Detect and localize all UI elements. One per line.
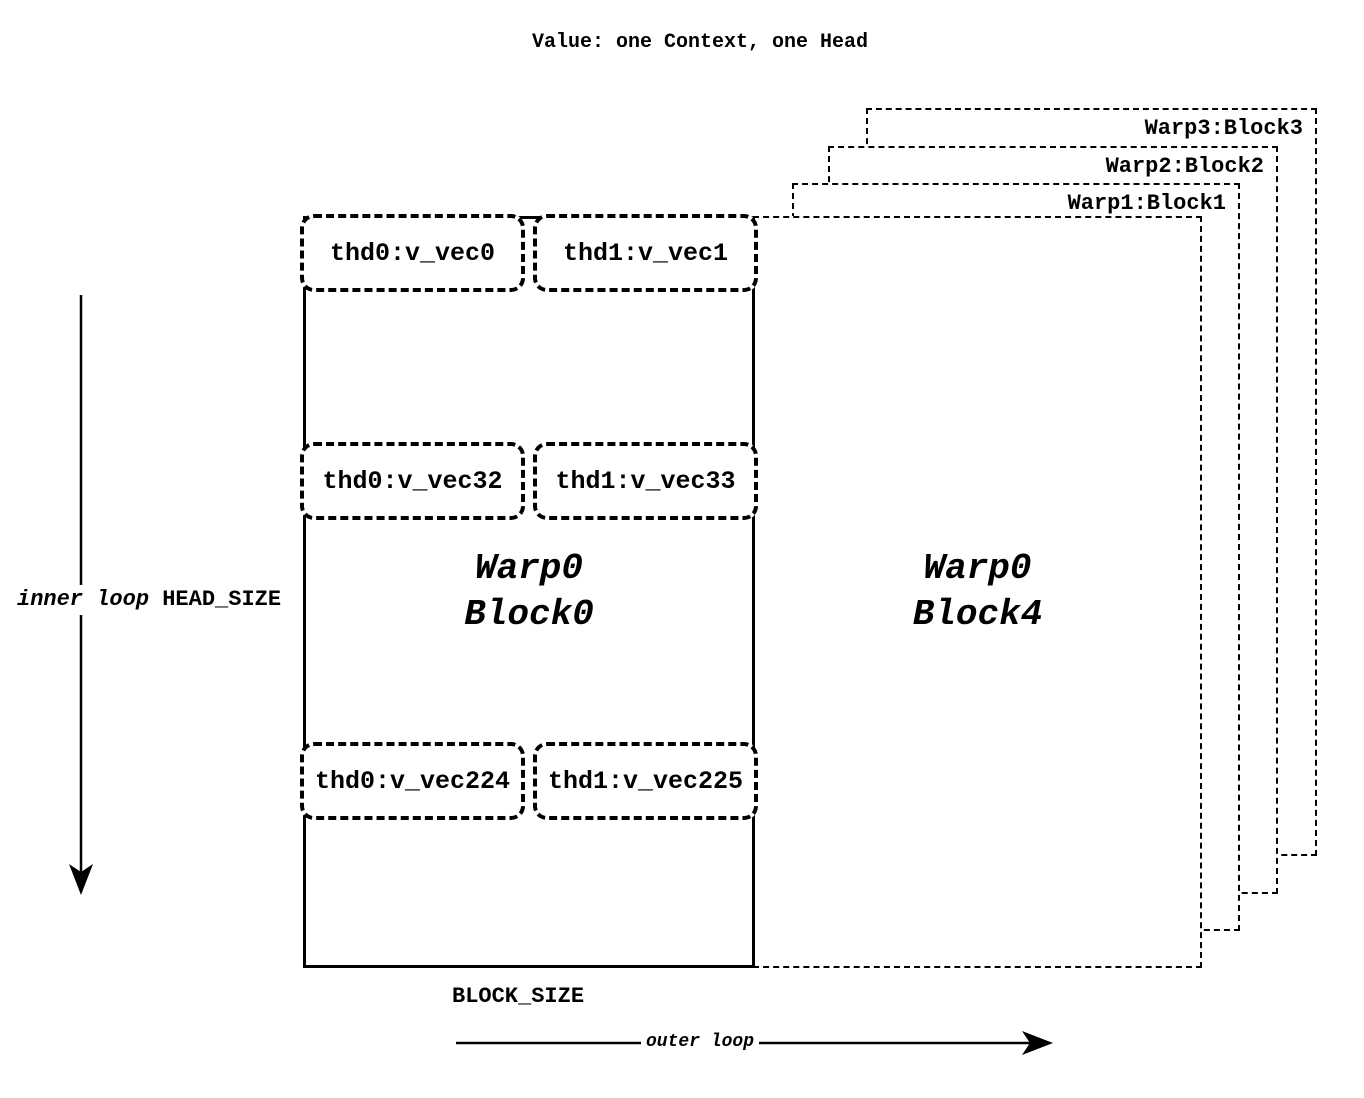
warp0-block0-label-line2: Block0 [464,594,594,635]
warp0-block0-box [303,216,755,968]
vector-row-0 [300,214,758,292]
warp2-block2-label: Warp2:Block2 [1105,154,1264,179]
cell-thd0-v-vec0: thd0:v_vec0 [300,214,525,292]
warp0-block0-label-line1: Warp0 [474,548,584,589]
vector-row-1 [300,442,758,520]
warp0-block4-label [913,546,1043,638]
warp0-block4-label-line1: Warp0 [923,548,1032,589]
cell-thd1-v-vec1: thd1:v_vec1 [533,214,758,292]
cell-thd0-v-vec224: thd0:v_vec224 [300,742,525,820]
block-size-label: BLOCK_SIZE [452,984,585,1009]
inner-loop-head-size-label [17,585,285,615]
warp0-block4-label-line2: Block4 [912,594,1043,635]
vector-row-2 [300,742,758,820]
outer-loop-label: outer loop [641,1031,759,1053]
outer-loop-arrowhead-icon [1022,1031,1053,1055]
inner-loop-arrowhead-icon [69,864,93,895]
warp1-block1-label: Warp1:Block1 [1067,191,1226,216]
cell-thd0-v-vec32: thd0:v_vec32 [300,442,525,520]
diagram-title: Value: one Context, one Head [531,31,869,54]
warp0-block0-label [464,546,594,638]
inner-loop-label-text: inner loop [17,587,150,612]
cell-thd1-v-vec225: thd1:v_vec225 [533,742,758,820]
warp3-block3-label: Warp3:Block3 [1144,116,1303,141]
warp0-block4-box [753,216,1202,968]
cell-thd1-v-vec33: thd1:v_vec33 [533,442,758,520]
head-size-label-text: HEAD_SIZE [162,587,282,612]
